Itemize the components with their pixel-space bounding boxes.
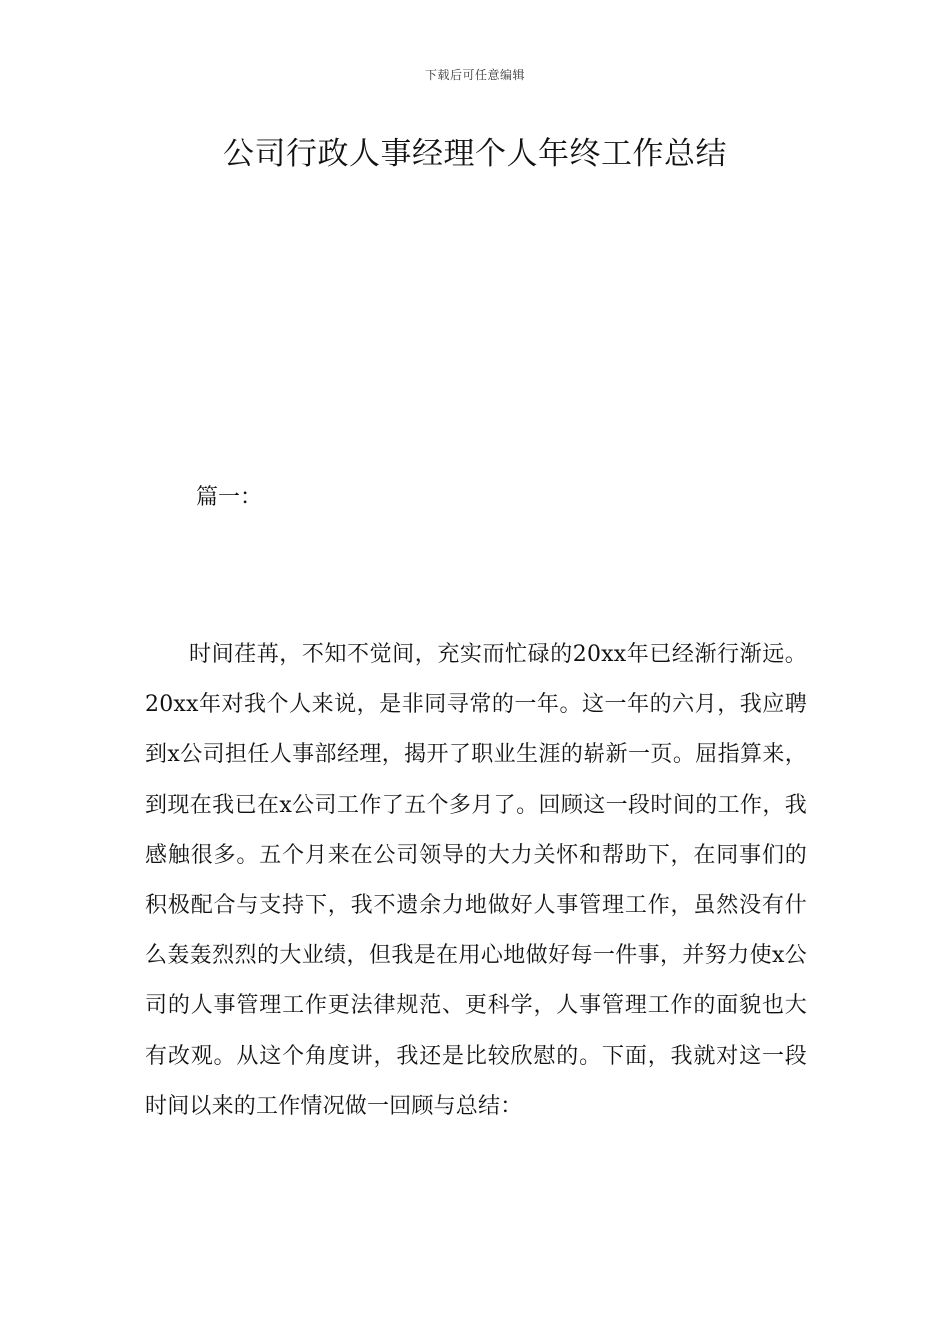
document-title: 公司行政人事经理个人年终工作总结: [223, 136, 727, 172]
section-label: 篇一：: [196, 485, 263, 510]
body-paragraph: 时间荏苒，不知不觉间，充实而忙碌的20xx年已经渐行渐远。20xx年对我个人来说，是非同寻常的一年。这一年的六月，我应聘到x公司担任人事部经理，揭开了职业生涯的崭新一页。屈指算来，到现在我已在x公司工作了五个多月了。回顾这一段时间的工作，我感触很多。五个月来在公司领导的大力关怀和帮助下，在同事们的积极配合与支持下，我不遗余力地做好人事管理工作，虽然没有什么轰轰烈烈的大业绩，但我是在用心地做好每一件事，并努力使x公司的人事管理工作更法律规范、更科学，人事管理工作的面貌也大有改观。从这个角度讲，我还是比较欣慰的。下面，我就对这一段时间以来的工作情况做一回顾与总结：: [145, 642, 807, 1119]
header-note: 下载后可任意编辑: [424, 68, 525, 82]
